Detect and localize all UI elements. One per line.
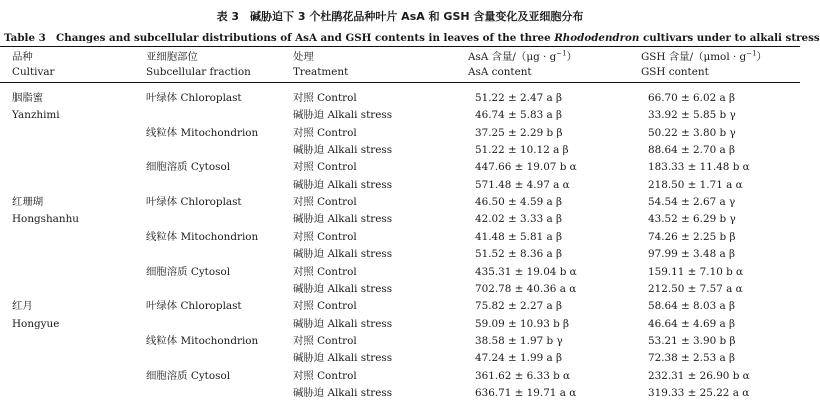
cell-cultivar: 胭脂蜜 — [12, 92, 44, 104]
header-gsh-sup: −1 — [746, 49, 757, 58]
cell-cultivar: Yanzhimi — [12, 109, 60, 122]
cell-treatment: 碱胁迫 Alkali stress — [293, 248, 393, 261]
cell-asa: 37.25 ± 2.29 b β — [475, 126, 563, 139]
cell-gsh: 58.64 ± 8.03 a β — [648, 300, 736, 313]
cell-treatment: 对照 Control — [293, 126, 357, 139]
cell-asa: 447.66 ± 19.07 b α — [475, 161, 577, 174]
cell-gsh: 97.99 ± 3.48 a β — [648, 248, 736, 261]
cell-gsh: 88.64 ± 2.70 a β — [648, 144, 736, 157]
header-gsh-cn-pre: GSH 含量/（μmol · g — [641, 51, 747, 63]
cell-gsh: 66.70 ± 6.02 a β — [648, 92, 736, 104]
cell-asa: 571.48 ± 4.97 a α — [475, 178, 570, 191]
header-asa-cn — [468, 50, 577, 64]
cell-gsh: 212.50 ± 7.57 a α — [648, 282, 743, 295]
cell-gsh: 74.26 ± 2.25 b β — [648, 230, 736, 243]
cell-asa: 51.52 ± 8.36 a β — [475, 248, 563, 261]
cell-treatment: 碱胁迫 Alkali stress — [293, 317, 393, 330]
cell-gsh: 43.52 ± 6.29 b γ — [648, 213, 736, 226]
cell-treatment: 碱胁迫 Alkali stress — [293, 213, 393, 226]
header-asa-cn-pre: AsA 含量/（μg · g — [468, 51, 557, 63]
cell-fraction: 线粒体 Mitochondrion — [146, 334, 259, 347]
cell-treatment: 碱胁迫 Alkali stress — [293, 178, 393, 191]
cell-treatment: 对照 Control — [293, 196, 357, 209]
cell-asa: 51.22 ± 2.47 a β — [475, 92, 563, 104]
cell-treatment: 对照 Control — [293, 265, 357, 278]
cell-gsh: 232.31 ± 26.90 b α — [648, 369, 750, 382]
cell-gsh: 46.64 ± 4.69 a β — [648, 317, 736, 330]
header-gsh-cn-post: ） — [756, 51, 767, 63]
cell-treatment: 碱胁迫 Alkali stress — [293, 144, 393, 157]
cell-gsh: 159.11 ± 7.10 b α — [648, 265, 744, 278]
header-treatment-cn: 处理 — [293, 51, 314, 63]
header-fraction-cn: 亚细胞部位 — [146, 51, 198, 63]
cell-treatment: 碱胁迫 Alkali stress — [293, 109, 393, 122]
cell-treatment: 对照 Control — [293, 300, 357, 313]
cell-gsh: 183.33 ± 11.48 b α — [648, 161, 750, 174]
cell-treatment: 碱胁迫 Alkali stress — [293, 282, 393, 295]
cell-cultivar: 红珊瑚 — [12, 196, 44, 209]
table-title-cn: 表 3 碱胁迫下 3 个杜鹃花品种叶片 AsA 和 GSH 含量变化及亚细胞分布 — [216, 10, 584, 23]
cell-gsh: 53.21 ± 3.90 b β — [648, 334, 736, 347]
cell-asa: 59.09 ± 10.93 b β — [475, 317, 570, 330]
cell-treatment: 碱胁迫 Alkali stress — [293, 352, 393, 365]
cell-fraction: 细胞溶质 Cytosol — [146, 265, 231, 278]
header-cultivar-en: Cultivar — [12, 66, 55, 78]
top-rule — [0, 46, 800, 47]
table-title-en — [4, 29, 820, 44]
title-en-italic: Rhododendron — [554, 32, 640, 44]
cell-asa: 46.50 ± 4.59 a β — [475, 196, 563, 209]
cell-gsh: 319.33 ± 25.22 a α — [648, 386, 750, 399]
cell-fraction: 线粒体 Mitochondrion — [146, 126, 259, 139]
cell-treatment: 对照 Control — [293, 369, 357, 382]
cell-asa: 42.02 ± 3.33 a β — [475, 213, 563, 226]
cell-asa: 702.78 ± 40.36 a α — [475, 282, 577, 295]
cell-gsh: 50.22 ± 3.80 b γ — [648, 126, 736, 139]
cell-treatment: 对照 Control — [293, 161, 357, 174]
header-asa-sup: −1 — [556, 49, 567, 58]
cell-asa: 46.74 ± 5.83 a β — [475, 109, 563, 122]
cell-treatment: 对照 Control — [293, 334, 357, 347]
cell-asa: 38.58 ± 1.97 b γ — [475, 334, 563, 347]
header-cultivar-cn: 品种 — [12, 51, 33, 63]
cell-asa: 75.82 ± 2.27 a β — [475, 300, 563, 313]
cell-asa: 435.31 ± 19.04 b α — [475, 265, 577, 278]
cell-fraction: 叶绿体 Chloroplast — [146, 300, 242, 313]
cell-cultivar: Hongyue — [12, 317, 60, 330]
cell-asa: 47.24 ± 1.99 a β — [475, 352, 563, 365]
title-en-prefix: Table 3 Changes and subcellular distributions of AsA and GSH contents in leaves of the three — [4, 32, 555, 44]
header-asa-cn-post: ） — [566, 51, 577, 63]
cell-asa: 636.71 ± 19.71 a α — [475, 386, 577, 399]
cell-treatment: 对照 Control — [293, 92, 357, 104]
cell-cultivar: Hongshanhu — [12, 213, 79, 226]
header-gsh-en: GSH content — [641, 66, 709, 78]
cell-treatment: 对照 Control — [293, 230, 357, 243]
cell-gsh: 218.50 ± 1.71 a α — [648, 178, 743, 191]
cell-asa: 41.48 ± 5.81 a β — [475, 230, 563, 243]
cell-asa: 361.62 ± 6.33 b α — [475, 369, 571, 382]
cell-asa: 51.22 ± 10.12 a β — [475, 144, 569, 157]
header-asa-en: AsA content — [468, 66, 532, 78]
cell-fraction: 细胞溶质 Cytosol — [146, 369, 231, 382]
cell-gsh: 54.54 ± 2.67 a γ — [648, 196, 736, 209]
cell-gsh: 72.38 ± 2.53 a β — [648, 352, 736, 365]
cell-treatment: 碱胁迫 Alkali stress — [293, 386, 393, 399]
header-rule — [0, 82, 800, 83]
header-treatment-en: Treatment — [293, 66, 349, 78]
cell-fraction: 线粒体 Mitochondrion — [146, 230, 259, 243]
cell-gsh: 33.92 ± 5.85 b γ — [648, 109, 736, 122]
header-fraction-en: Subcellular fraction — [146, 66, 251, 78]
cell-fraction: 细胞溶质 Cytosol — [146, 161, 231, 174]
title-en-suffix: cultivars under to alkali stress — [639, 32, 820, 44]
header-gsh-cn — [641, 50, 767, 64]
cell-fraction: 叶绿体 Chloroplast — [146, 196, 242, 209]
cell-cultivar: 红月 — [12, 300, 33, 313]
cell-fraction: 叶绿体 Chloroplast — [146, 92, 242, 104]
